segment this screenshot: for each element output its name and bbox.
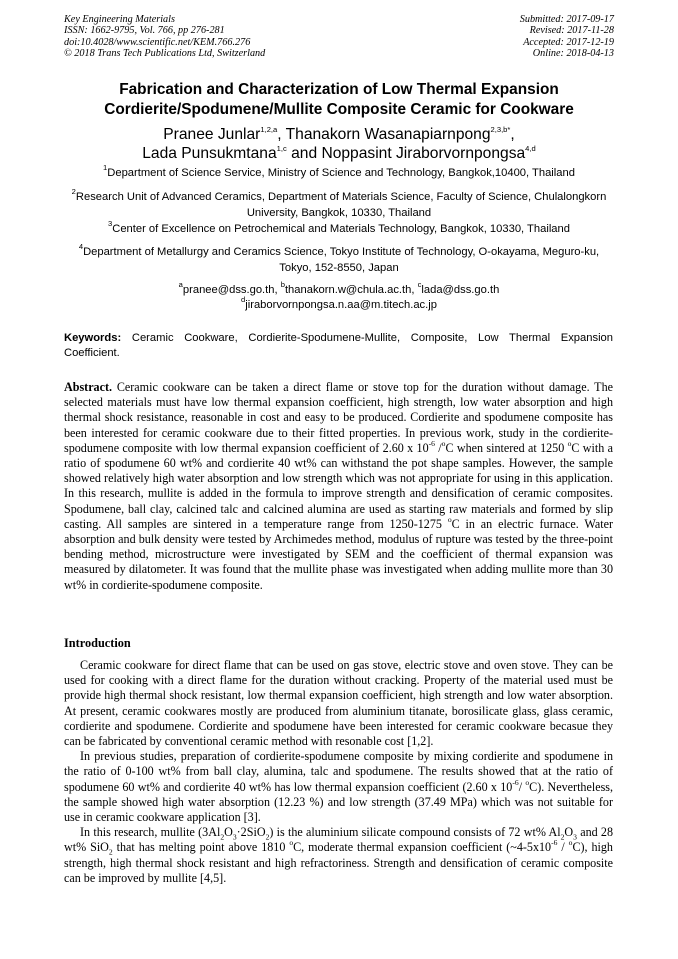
author-1-affil: 1,2,a — [260, 124, 278, 134]
affiliation-4: $^4$Department of Metallurgy and Ceramics Science, Tokyo Institute of Technology, O-okayama, Meguro-ku, Tokyo, 152-8550, Japan — [78, 242, 600, 274]
title-line-1: Fabrication and Characterization of Low Thermal Expansion — [119, 81, 559, 98]
keywords — [64, 331, 613, 362]
intro-paragraph-2: In previous studies, preparation of cordierite-spodumene composite by mixing cordierite and spodumene in the ratio of 0-100 wt% from ball clay, alumina, talc and spodumene. The results showed that at the ratio of spodumene 60 wt% and cordierite 40 wt% has low thermal expansion coefficient (2.60 x $10^{-6}/$ $^o$C). Nevertheless, the sample showed high water absorption (12.23 %) and low strength (37.49 MPa) which was not suitable for use in ceramic cookware application [3]. — [64, 749, 614, 825]
affiliation-2: $^2$Research Unit of Advanced Ceramics, Department of Materials Science, Faculty of Science, Chulalongkorn University, Bangkok, 10330, Thailand — [71, 187, 607, 219]
author-3-affil: 1,c — [276, 143, 287, 153]
author-and: and — [286, 145, 322, 162]
title-line-2: Cordierite/Spodumene/Mullite Composite Ceramic for Cookware — [104, 101, 574, 118]
author-3: Lada Punsukmtana — [142, 145, 277, 162]
section-heading-introduction: Introduction — [64, 636, 131, 650]
author-list — [40, 125, 638, 163]
journal-info — [64, 14, 265, 60]
email-line-1: $^a$pranee@dss.go.th, $^b$thanakorn.w@chula.ac.th, $^c$lada@dss.go.th — [178, 280, 500, 296]
affiliation-3: $^3$Center of Excellence on Petrochemical and Materials Technology, Bangkok, 10330, Thailand — [108, 219, 570, 235]
journal-copyright: © 2018 Trans Tech Publications Ltd, Switzerland — [64, 48, 266, 60]
intro-paragraph-1: Ceramic cookware for direct flame that can be used on gas stove, electric stove and oven stove. They can be used for cooking with a direct flame for the duration without cracking. Property of the material used must be provide high thermal shock resistant, low thermal expansion coefficient, high strength and low water absorption. At present, ceramic cookwares mostly are produced from aluminium titanate, borosilicate glass, glass ceramic, cordierite and spodumene. Cordierite and spodumene have been interested for ceramic cookware becasue they can be fabricated by conventional ceramic method with resonable cost [1,2]. — [64, 658, 613, 749]
journal-doi: doi:10.4028/www.scientific.net/KEM.766.276 — [64, 36, 251, 48]
author-1: Pranee Junlar — [163, 126, 261, 143]
introduction-body — [64, 658, 613, 886]
author-emails — [66, 280, 612, 313]
author-2: Thanakorn Wasanapiarnpong — [285, 126, 491, 143]
author-line-2 — [40, 144, 638, 163]
email-line-2: $^d$jiraborvornpongsa.n.aa@m.titech.ac.jp — [241, 295, 437, 311]
author-2-affil: 2,3,b* — [490, 124, 511, 134]
paper-title — [40, 80, 638, 120]
journal-issn: ISSN: 1662-9795, Vol. 766, pp 276-281 — [64, 25, 225, 37]
date-submitted: Submitted: 2017-09-17 — [519, 14, 614, 25]
keywords-text: Ceramic Cookware, Cordierite-Spodumene-Mullite, Composite, Low Thermal Expansion Coefficient. — [64, 332, 613, 360]
intro-paragraph-3: In this research, mullite $(3Al_2O_3\cdot 2SiO_2)$ is the aluminium silicate compound consists of 72 wt% $Al_2O_3$ and 28 wt% SiO$_2$ that has melting point above 1810 $^o$C, moderate thermal expansion coefficient $(\sim 4-5x10^{-6} / ^oC)$, high strength, high thermal shock resistant and high refractoriness. Strength and densification of ceramic composite can be improved by mullite [4,5]. — [64, 825, 614, 885]
publication-dates — [520, 14, 614, 60]
date-online: Online: 2018-04-13 — [532, 48, 614, 60]
affiliation-1: $^1$Department of Science Service, Ministry of Science and Technology, Bangkok,10400, Thailand — [103, 163, 575, 179]
author-line-1: Pranee Junlar$^{1,2,a}$, Thanakorn Wasanapiarnpong$^{2,3,b*}$, — [163, 124, 515, 143]
email-d[interactable]: jiraborvornpongsa.n.aa@m.titech.ac.jp — [245, 299, 437, 311]
journal-name: Key Engineering Materials — [64, 14, 175, 25]
author-4-affil: 4,d — [525, 143, 536, 153]
email-a[interactable]: pranee@dss.go.th, — [182, 284, 281, 296]
abstract-label: Abstract. — [64, 380, 113, 394]
date-accepted: Accepted: 2017-12-19 — [523, 36, 614, 48]
abstract: Abstract. Ceramic cookware can be taken a direct flame or stove top for the duration without damage. The selected materials must have low thermal expansion coefficient, high strength, low water absorption and high thermal shock resistance, reasonable in cost and easy to be produced. Cordierite and spodumene composite has been interested for ceramic cookware due to their fitted properties. In previous work, study in the cordierite-spodumene composite with low thermal expansion coefficient of 2.60 x $10^{-6}$ /$^o$C when sintered at 1250 $^o$C with a ratio of spodumene 60 wt% and cordierite 40 wt% can withstand the pot shape samples. However, the sample showed relatively high water absorption and low strength which was not appropriate for using in this application. In this research, mullite is added in the formula to improve strength and densification of ceramic composites. Spodumene, ball clay, calcined talc and calcined alumina are used as starting raw materials and formed by slip casting. All samples are sintered in a temperature range from 1250-1275 $^o$C in an electric furnace. Water absorption and bulk density were tested by Archimedes method, modulus of rupture was tested by the three-point bending method, microstructure were investigated by SEM and the coefficient of thermal expansion was measured by dilatometer. It was found that the mullite phase was investigated when adding mullite more than 30 wt% in cordierite-spodumene composite. — [64, 380, 613, 592]
email-c[interactable]: lada@dss.go.th — [421, 284, 500, 296]
email-b[interactable]: thanakorn.w@chula.ac.th, — [284, 284, 418, 296]
author-4: Noppasint Jiraborvornpongsa — [321, 145, 526, 162]
date-revised: Revised: 2017-11-28 — [529, 25, 614, 37]
keywords-label: Keywords: — [64, 332, 122, 344]
